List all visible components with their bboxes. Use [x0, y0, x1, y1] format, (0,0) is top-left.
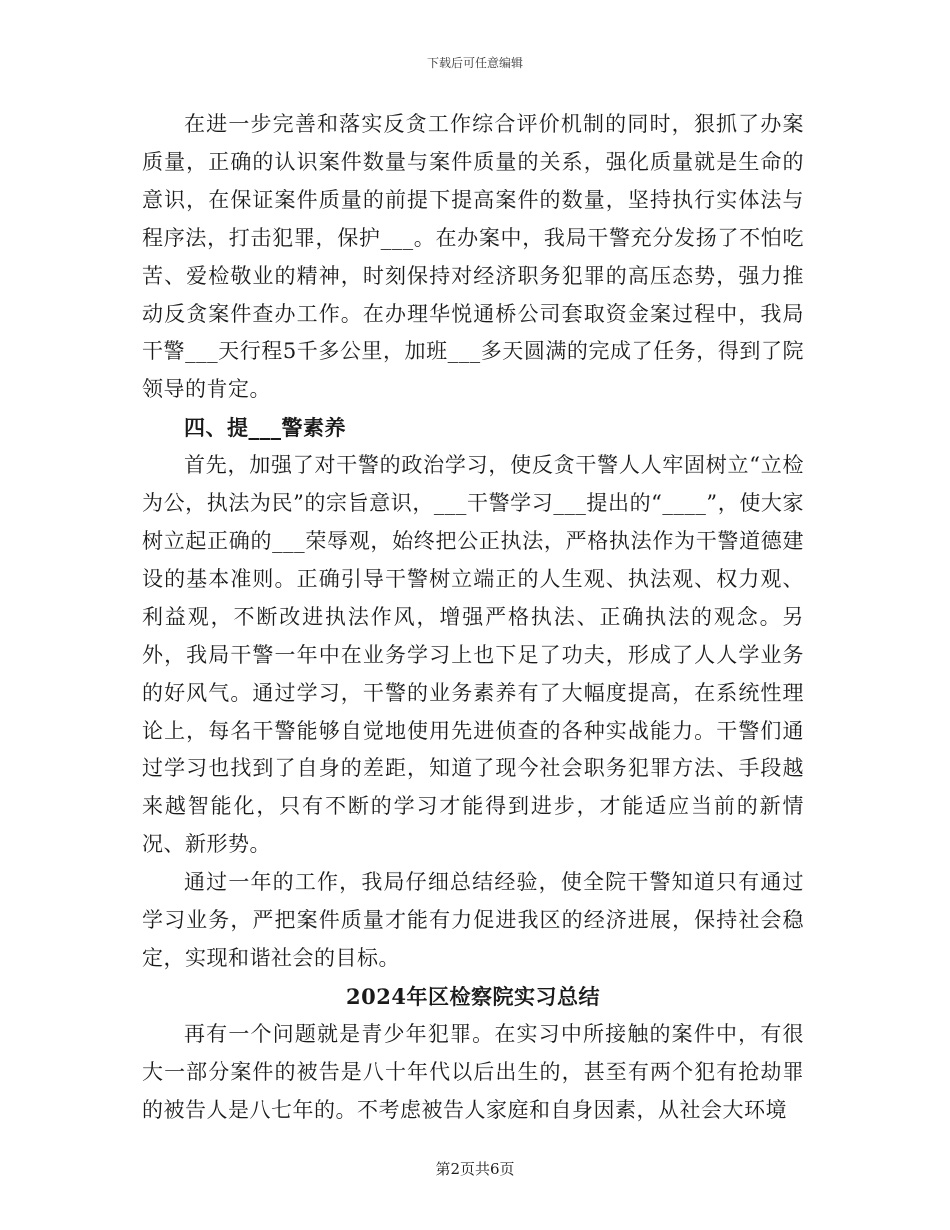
page-header: 下载后可任意编辑 [426, 56, 523, 70]
page-footer: 第2页共6页 [435, 1160, 515, 1178]
section-heading-four: 四、提___警素养 [184, 415, 346, 441]
section-title-internship: 2024年区检察院实习总结 [346, 983, 600, 1009]
paragraph-political-study: 首先，加强了对干警的政治学习，使反贪干警人人牢固树立“立检为公，执法为民”的宗旨意识，___干警学习___提出的“____”，使大家树立起正确的___荣辱观，始终把公正执法，严格执法作为干警道德建设的基本准则。正确引导干警树立端正的人生观、执法观、权力观、利益观，不断改进执法作风，增强严格执法、正确执法的观念。另外，我局干警一年中在业务学习上也下足了功夫，形成了人人学业务的好风气。通过学习，干警的业务素养有了大幅度提高，在系统性理论上，每名干警能够自觉地使用先进侦查的各种实战能力。干警们通过学习也找到了自身的差距，知道了现今社会职务犯罪方法、手段越来越智能化，只有不断的学习才能得到进步，才能适应当前的新情况、新形势。 [142, 453, 804, 857]
document-body [142, 106, 804, 1129]
paragraph-case-quality: 在进一步完善和落实反贪工作综合评价机制的同时，狠抓了办案质量，正确的认识案件数量与案件质量的关系，强化质量就是生命的意识，在保证案件质量的前提下提高案件的数量，坚持执行实体法与程序法，打击犯罪，保护___。在办案中，我局干警充分发扬了不怕吃苦、爱检敬业的精神，时刻保持对经济职务犯罪的高压态势，强力推动反贪案件查办工作。在办理华悦通桥公司套取资金案过程中，我局干警___天行程5千多公里，加班___多天圆满的完成了任务，得到了院领导的肯定。 [142, 112, 804, 402]
paragraph-summary: 通过一年的工作，我局仔细总结经验，使全院干警知道只有通过学习业务，严把案件质量才能有力促进我区的经济进展，保持社会稳定，实现和谐社会的目标。 [142, 870, 804, 970]
paragraph-youth-crime: 再有一个问题就是青少年犯罪。在实习中所接触的案件中，有很大一部分案件的被告是八十年代以后出生的，甚至有两个犯有抢劫罪的被告人是八七年的。不考虑被告人家庭和自身因素，从社会大环境 [142, 1021, 804, 1122]
